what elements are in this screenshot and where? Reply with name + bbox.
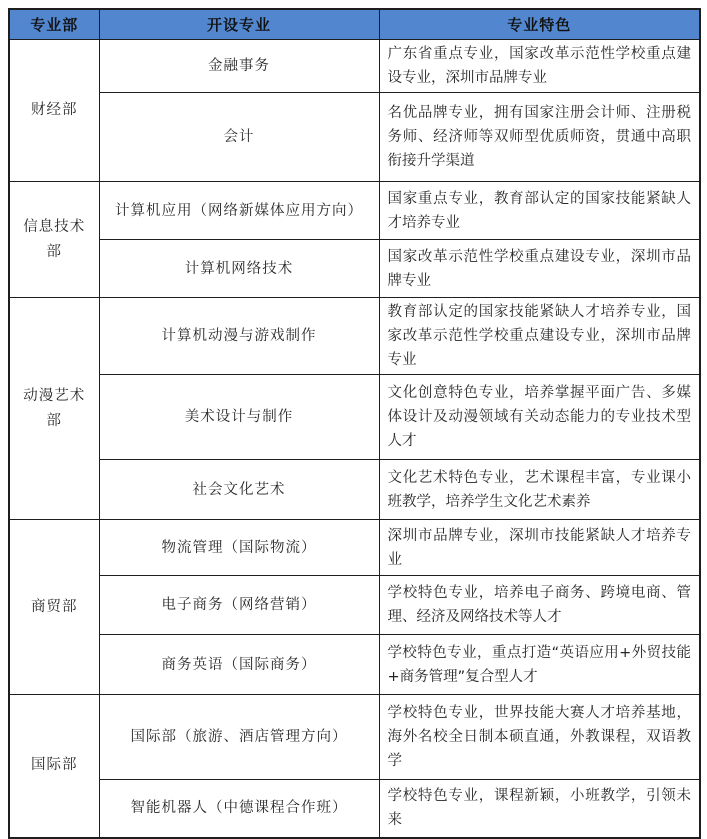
table-row bbox=[9, 460, 700, 520]
department-cell: 国际部 bbox=[9, 695, 99, 838]
features-cell: 文化创意特色专业，培养掌握平面广告、多媒体设计及动漫领域有关动态能力的专业技术型人才 bbox=[379, 375, 700, 460]
major-cell: 金融事务 bbox=[99, 40, 379, 93]
features-cell: 国家重点专业，教育部认定的国家技能紧缺人才培养专业 bbox=[379, 182, 700, 240]
features-cell: 广东省重点专业，国家改革示范性学校重点建设专业，深圳市品牌专业 bbox=[379, 40, 700, 93]
department-cell: 财经部 bbox=[9, 40, 99, 182]
features-cell: 学校特色专业，培养电子商务、跨境电商、管理、经济及网络技术等人才 bbox=[379, 576, 700, 635]
majors-table bbox=[8, 8, 701, 839]
table-row bbox=[9, 635, 700, 695]
major-cell: 电子商务（网络营销） bbox=[99, 576, 379, 635]
table-row bbox=[9, 576, 700, 635]
major-cell: 国际部（旅游、酒店管理方向） bbox=[99, 695, 379, 780]
features-cell: 名优品牌专业，拥有国家注册会计师、注册税务师、经济师等双师型优质师资，贯通中高职衔接升学渠道 bbox=[379, 93, 700, 182]
features-cell: 文化艺术特色专业，艺术课程丰富，专业课小班教学，培养学生文化艺术素养 bbox=[379, 460, 700, 520]
major-cell: 社会文化艺术 bbox=[99, 460, 379, 520]
department-cell: 信息技术部 bbox=[9, 182, 99, 298]
table-row bbox=[9, 182, 700, 240]
header-row bbox=[9, 9, 700, 40]
table-row bbox=[9, 298, 700, 375]
features-cell: 教育部认定的国家技能紧缺人才培养专业，国家改革示范性学校重点建设专业，深圳市品牌专业 bbox=[379, 298, 700, 375]
table-row bbox=[9, 40, 700, 93]
features-cell: 学校特色专业，世界技能大赛人才培养基地，海外名校全日制本硕直通，外教课程，双语教学 bbox=[379, 695, 700, 780]
table-header bbox=[9, 9, 700, 40]
major-cell: 美术设计与制作 bbox=[99, 375, 379, 460]
header-cell-department: 专业部 bbox=[9, 9, 99, 40]
header-cell-major: 开设专业 bbox=[99, 9, 379, 40]
table-body bbox=[9, 40, 700, 838]
table-row bbox=[9, 375, 700, 460]
features-cell: 学校特色专业，课程新颖，小班教学，引领未来 bbox=[379, 780, 700, 838]
major-cell: 计算机动漫与游戏制作 bbox=[99, 298, 379, 375]
table-row bbox=[9, 240, 700, 298]
major-cell: 商务英语（国际商务） bbox=[99, 635, 379, 695]
features-cell: 国家改革示范性学校重点建设专业，深圳市品牌专业 bbox=[379, 240, 700, 298]
major-cell: 智能机器人（中德课程合作班） bbox=[99, 780, 379, 838]
features-cell: 学校特色专业，重点打造“英语应用+外贸技能+商务管理”复合型人才 bbox=[379, 635, 700, 695]
department-cell: 商贸部 bbox=[9, 520, 99, 695]
major-cell: 物流管理（国际物流） bbox=[99, 520, 379, 576]
table-row bbox=[9, 520, 700, 576]
table-row bbox=[9, 780, 700, 838]
table-row bbox=[9, 695, 700, 780]
major-cell: 计算机网络技术 bbox=[99, 240, 379, 298]
header-cell-features: 专业特色 bbox=[379, 9, 700, 40]
department-cell: 动漫艺术部 bbox=[9, 298, 99, 520]
table-row bbox=[9, 93, 700, 182]
features-cell: 深圳市品牌专业，深圳市技能紧缺人才培养专业 bbox=[379, 520, 700, 576]
major-cell: 会计 bbox=[99, 93, 379, 182]
major-cell: 计算机应用（网络新媒体应用方向） bbox=[99, 182, 379, 240]
